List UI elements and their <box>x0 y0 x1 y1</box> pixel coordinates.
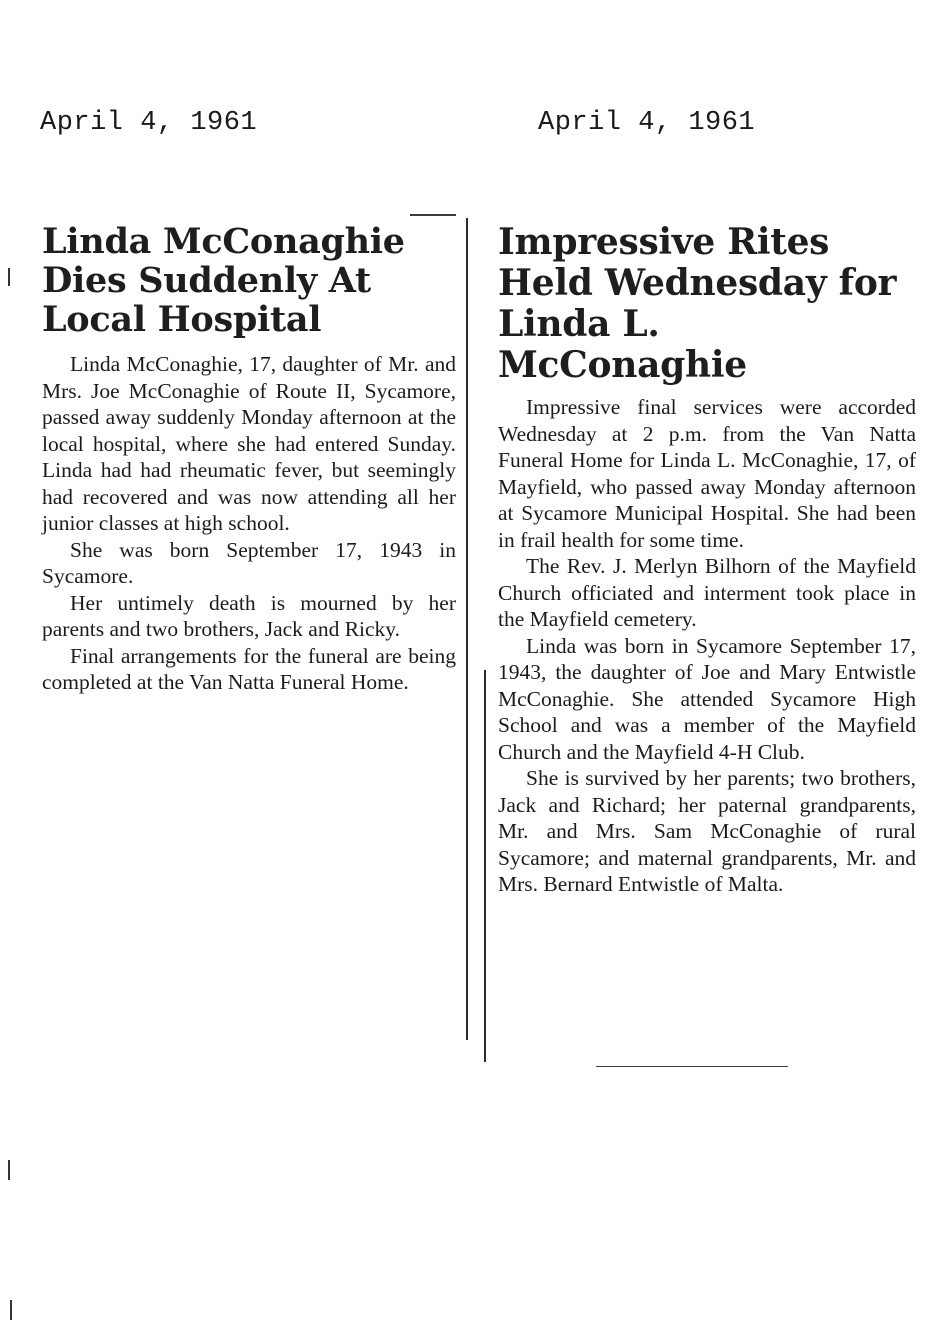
margin-mark <box>10 1300 12 1320</box>
left-paragraph-3: Her untimely death is mourned by her parents and two brothers, Jack and Ricky. <box>42 590 456 641</box>
left-headline: Linda McConaghie Dies Suddenly At Local Hospital <box>42 221 405 340</box>
margin-mark <box>8 1160 10 1180</box>
right-clipping-date: April 4, 1961 <box>538 108 756 138</box>
right-clipping <box>498 222 916 898</box>
right-paragraph-2: The Rev. J. Merlyn Bilhorn of the Mayfield Church officiated and interment took place in the Mayfield cemetery. <box>498 554 916 631</box>
left-paragraph-1: Linda McConaghie, 17, daughter of Mr. and Mrs. Joe McConaghie of Route II, Sycamore, passed away suddenly Monday afternoon at the local hospital, where she had entered Sunday. Linda had had rheumatic fever, but seemingly had recovered and was now attending all her junior classes at high school. <box>42 352 456 535</box>
right-end-rule <box>596 1066 788 1067</box>
left-clipping <box>42 222 456 696</box>
right-paragraph-1: Impressive final services were accorded Wednesday at 2 p.m. from the Van Natta Funeral Home for Linda L. McConaghie, 17, of Mayfield, who passed away Monday afternoon at Sycamore Municipal Hospital. She had been in frail health for some time. <box>498 395 916 552</box>
right-paragraph-4: She is survived by her parents; two brothers, Jack and Richard; her paternal grandparents, Mr. and Mrs. Sam McConaghie of rural Sycamore; and maternal grandparents, Mr. and Mrs. Bernard Entwistle of Malta. <box>498 766 916 896</box>
margin-mark <box>8 268 10 286</box>
left-paragraph-4: Final arrangements for the funeral are being completed at the Van Natta Funeral Home. <box>42 643 456 694</box>
column-divider-right <box>484 670 486 1062</box>
right-paragraph-3: Linda was born in Sycamore September 17, 1943, the daughter of Joe and Mary Entwistle McConaghie. She attended Sycamore High School and was a member of the Mayfield Church and the Mayfield 4-H Club. <box>498 633 916 764</box>
left-top-rule <box>410 214 456 216</box>
left-clipping-date: April 4, 1961 <box>40 108 258 138</box>
right-headline: Impressive Rites Held Wednesday for Linda L. McConaghie <box>498 221 897 386</box>
left-paragraph-2: She was born September 17, 1943 in Sycamore. <box>42 537 456 588</box>
column-divider-left <box>466 218 468 1040</box>
